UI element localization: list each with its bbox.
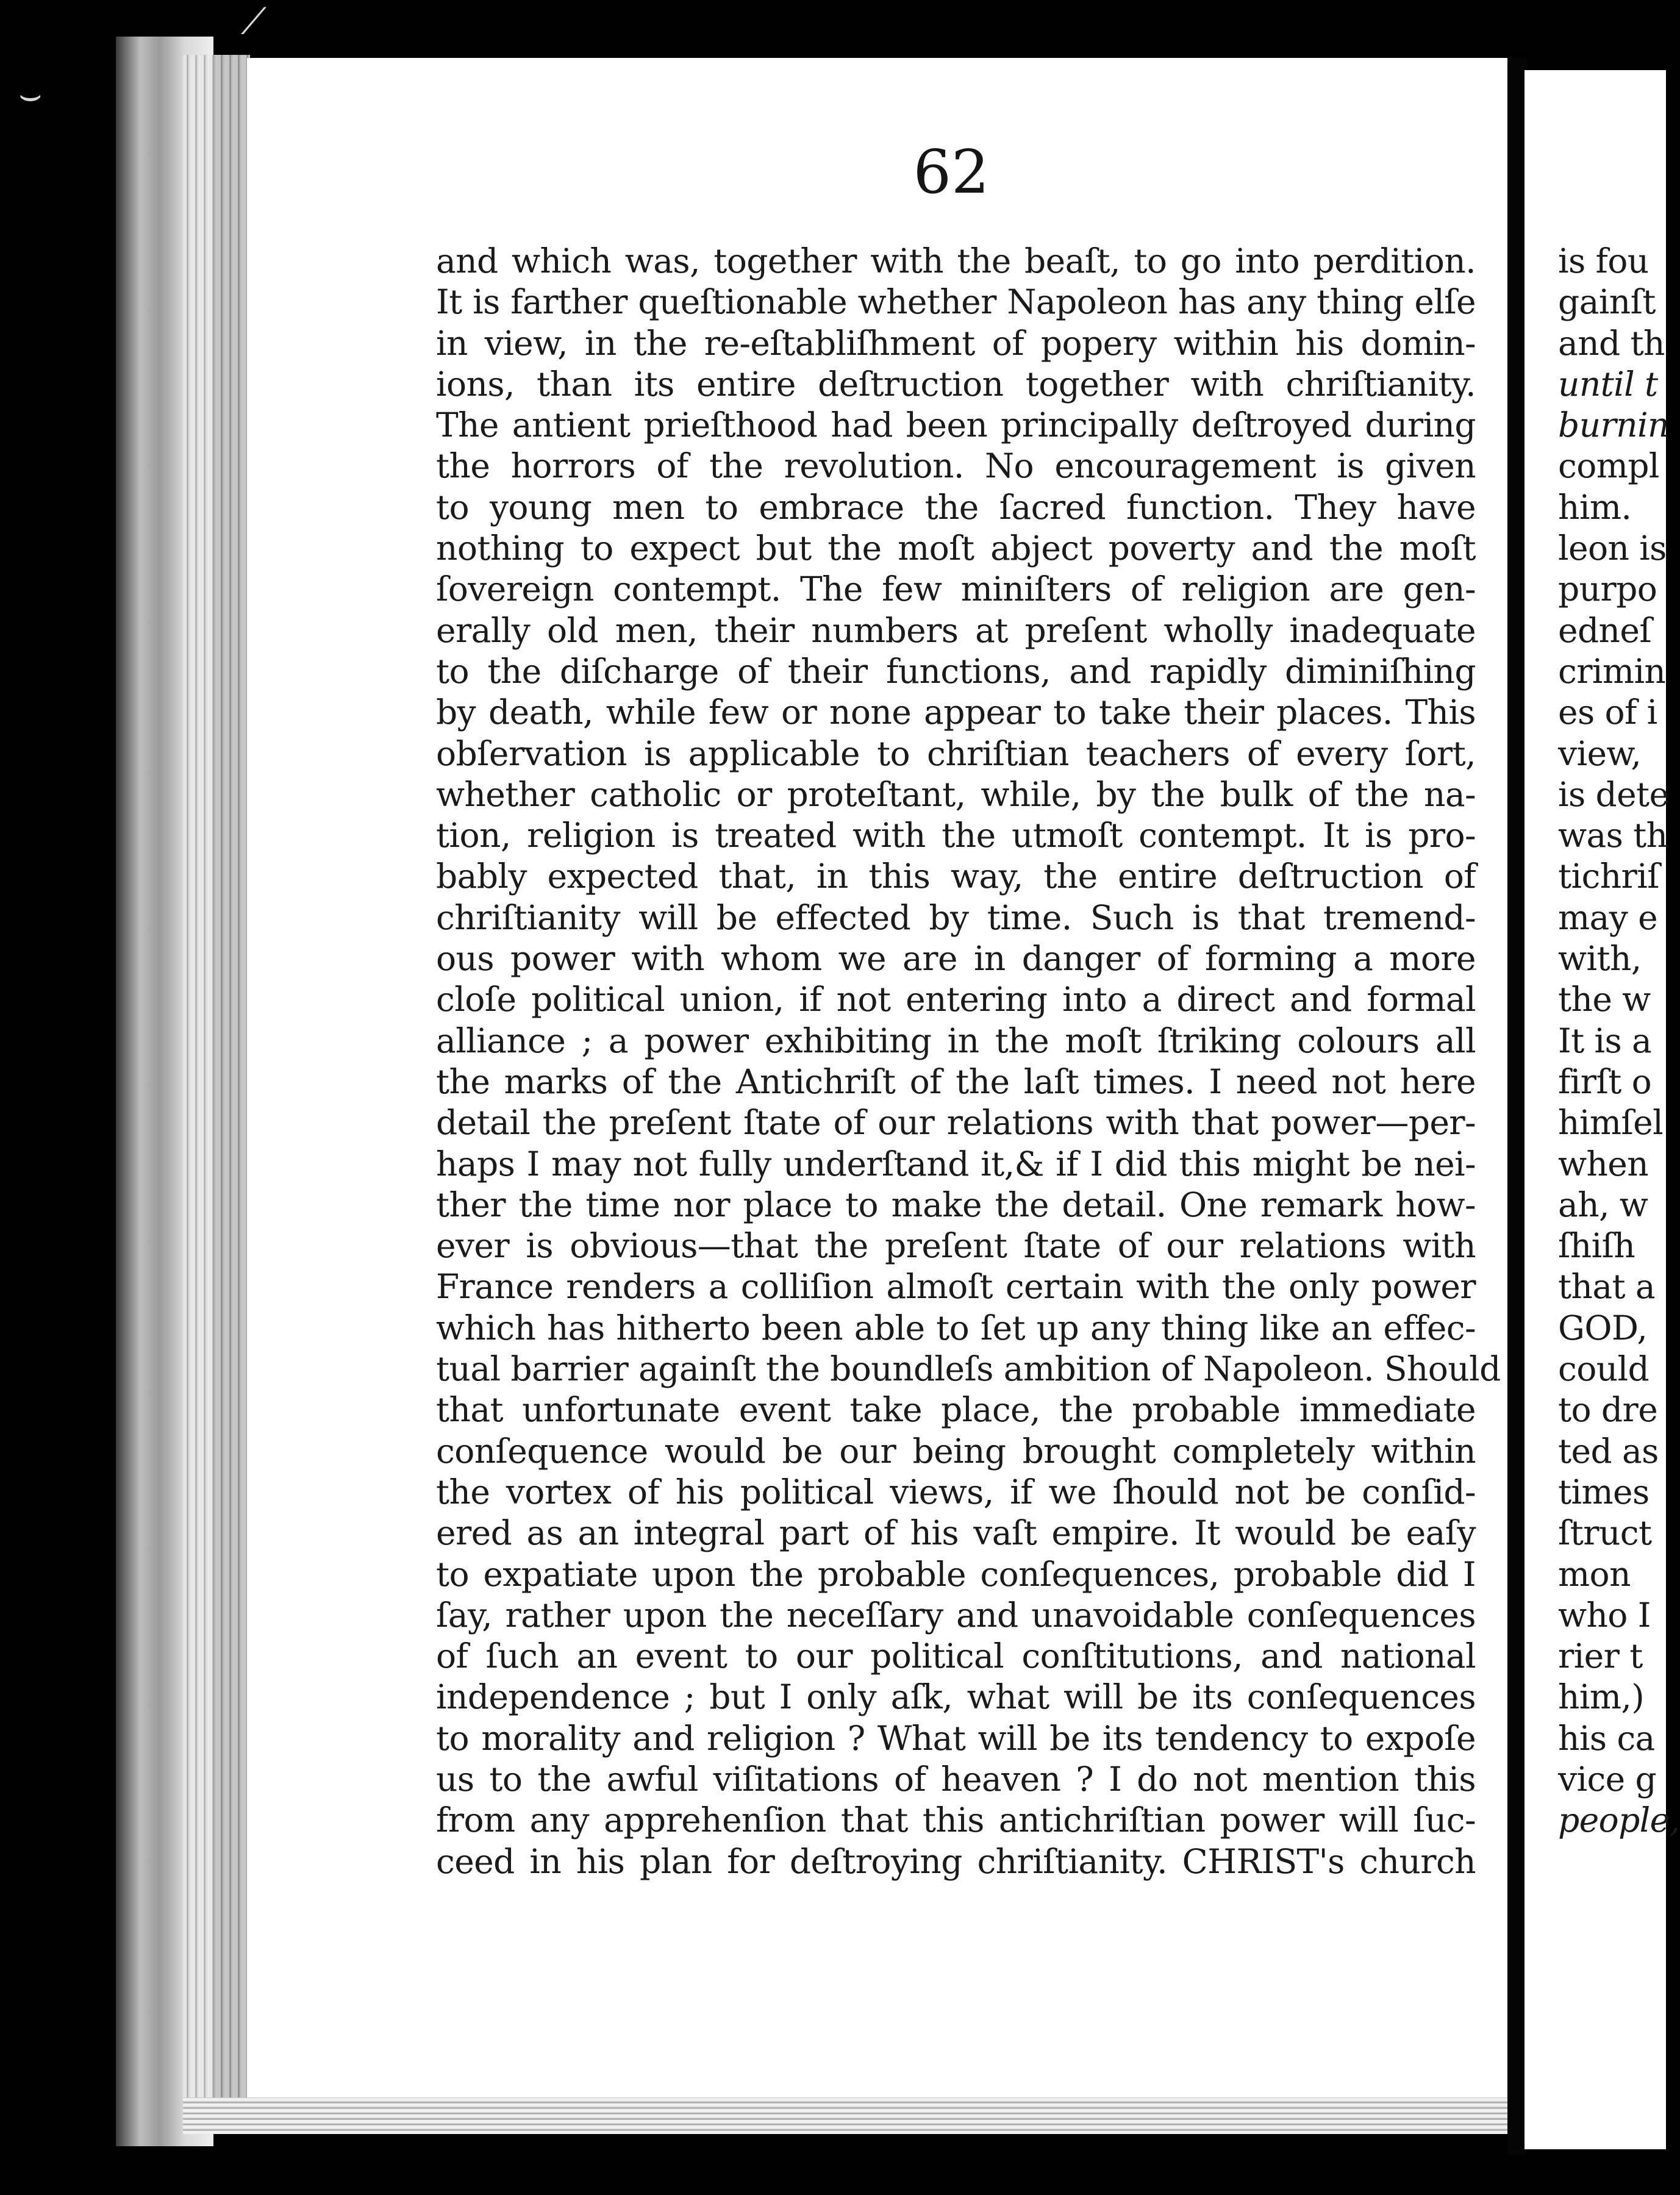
right-text-line: tichriſ xyxy=(1558,857,1659,896)
corner-mark-icon: ⌣ xyxy=(18,73,43,116)
right-text-line: that a xyxy=(1558,1267,1656,1307)
right-text-line: is dete xyxy=(1558,774,1669,814)
right-text-line: mon xyxy=(1558,1554,1631,1594)
right-text-line: GOD, xyxy=(1558,1308,1648,1347)
text-line: ered as an integral part of his vaſt empire. It would be eaſy xyxy=(436,1513,1476,1553)
page-number: 62 xyxy=(913,138,990,207)
text-line: from any apprehenſion that this antichriſtian power will ſuc- xyxy=(436,1801,1476,1840)
right-text-line: to dre xyxy=(1558,1390,1658,1430)
text-line: by death, while few or none appear to take their places. This xyxy=(436,693,1476,732)
right-text-line: rier t xyxy=(1558,1636,1643,1676)
text-line: to expatiate upon the probable conſequences, probable did I xyxy=(436,1554,1476,1594)
text-line: the horrors of the revolution. No encouragement is given xyxy=(436,446,1476,486)
text-line: ther the time nor place to make the detail. One remark how- xyxy=(436,1185,1476,1224)
text-line: alliance ; a power exhibiting in the moſt ſtriking colours all xyxy=(436,1021,1476,1060)
right-text-line: ted as xyxy=(1558,1431,1659,1471)
text-line: to young men to embrace the ſacred function. They have xyxy=(436,487,1476,527)
text-line: ſay, rather upon the neceſſary and unavoidable conſequences xyxy=(436,1595,1476,1635)
right-text-line: is fou xyxy=(1558,241,1649,280)
text-line: in view, in the re-eſtabliſhment of popery within his domin- xyxy=(436,323,1476,363)
text-line: tion, religion is treated with the utmoſt contempt. It is pro- xyxy=(436,816,1476,855)
right-text-line: vice g xyxy=(1558,1759,1657,1799)
text-line: to morality and religion ? What will be its tendency to expoſe xyxy=(436,1718,1476,1758)
right-text-line: him,) xyxy=(1558,1677,1645,1717)
text-line: us to the awful viſitations of heaven ? I do not mention this xyxy=(436,1759,1476,1799)
right-text-line: and th xyxy=(1558,323,1665,363)
right-text-line: purpo xyxy=(1558,569,1657,609)
right-text-line: leon is xyxy=(1558,529,1667,568)
text-line: nothing to expect but the moſt abject poverty and the moſt xyxy=(436,529,1476,568)
text-line: ſovereign contempt. The few miniſters of religion are gen- xyxy=(436,569,1476,609)
right-text-line: firſt o xyxy=(1558,1062,1652,1101)
text-line: bably expected that, in this way, the entire deſtruction of xyxy=(436,857,1476,896)
page-body-text xyxy=(436,241,1501,1882)
text-line: whether catholic or proteſtant, while, by the bulk of the na- xyxy=(436,774,1476,814)
right-text-line: es of i xyxy=(1558,693,1657,732)
text-line: The antient prieſthood had been principally deſtroyed during xyxy=(436,405,1476,445)
right-text-line: was th xyxy=(1558,816,1668,855)
text-line: detail the preſent ſtate of our relations with that power—per- xyxy=(436,1103,1476,1143)
right-text-line: may e xyxy=(1558,898,1658,937)
text-line: of ſuch an event to our political conſtitutions, and national xyxy=(436,1636,1476,1676)
page-edges-left xyxy=(183,55,250,2104)
text-line: that unfortunate event take place, the probable immediate xyxy=(436,1390,1476,1430)
right-page-text xyxy=(1558,241,1680,1841)
text-line: conſequence would be our being brought completely within xyxy=(436,1431,1476,1471)
right-text-line: him. xyxy=(1558,487,1632,527)
text-line: to the diſcharge of their functions, and rapidly diminiſhing xyxy=(436,651,1476,691)
text-line: It is farther queſtionable whether Napoleon has any thing elſe xyxy=(436,282,1476,322)
corner-mark-icon: ⟋ xyxy=(241,0,266,43)
right-text-line: when xyxy=(1558,1144,1649,1183)
text-line: the marks of the Antichriſt of the laſt times. I need not here xyxy=(436,1062,1476,1101)
text-line: erally old men, their numbers at preſent wholly inadequate xyxy=(436,610,1476,650)
right-text-line: ſtruct xyxy=(1558,1513,1652,1553)
right-text-line: with, xyxy=(1558,939,1642,979)
text-line: ous power with whom we are in danger of forming a more xyxy=(436,939,1476,979)
right-text-line: his ca xyxy=(1558,1718,1655,1758)
text-line: independence ; but I only aſk, what will be its conſequences xyxy=(436,1677,1476,1717)
right-text-line: ſhiſh xyxy=(1558,1226,1635,1266)
right-text-line: edneſ xyxy=(1558,610,1652,650)
page-edges-bottom xyxy=(183,2097,1512,2134)
right-text-line: until t xyxy=(1558,364,1658,404)
right-text-line: himſel xyxy=(1558,1103,1664,1143)
text-line: obſervation is applicable to chriſtian teachers of every ſort, xyxy=(436,733,1476,773)
text-line: tual barrier againſt the boundleſs ambition of Napoleon. Should xyxy=(436,1349,1501,1389)
text-line: chriſtianity will be effected by time. Such is that tremend- xyxy=(436,898,1476,937)
right-text-line: crimin xyxy=(1558,651,1666,691)
right-text-line: the w xyxy=(1558,980,1651,1019)
right-text-line: who I xyxy=(1558,1595,1651,1635)
text-line: cloſe political union, if not entering into a direct and formal xyxy=(436,980,1476,1019)
right-text-line: It is a xyxy=(1558,1021,1652,1060)
text-line: ceed in his plan for deſtroying chriſtianity. CHRIST's church xyxy=(436,1841,1476,1881)
text-line: and which was, together with the beaſt, to go into perdition. xyxy=(436,241,1476,280)
right-text-line: view, xyxy=(1558,733,1642,773)
text-line: the vortex of his political views, if we ſhould not be conſid- xyxy=(436,1472,1476,1512)
text-line: ever is obvious—that the preſent ſtate of our relations with xyxy=(436,1226,1476,1266)
text-line: which has hitherto been able to ſet up any thing like an effec- xyxy=(436,1308,1476,1347)
right-text-line: people, xyxy=(1558,1801,1680,1840)
text-line: haps I may not fully underſtand it,& if I did this might be nei- xyxy=(436,1144,1476,1183)
text-line: France renders a colliſion almoſt certain with the only power xyxy=(436,1267,1476,1307)
right-text-line: ah, w xyxy=(1558,1185,1648,1224)
right-text-line: compl xyxy=(1558,446,1659,486)
right-text-line: gainſt xyxy=(1558,282,1656,322)
right-text-line: burnin xyxy=(1558,405,1669,445)
right-text-line: times xyxy=(1558,1472,1650,1512)
text-line: ions, than its entire deſtruction together with chriſtianity. xyxy=(436,364,1476,404)
right-text-line: could xyxy=(1558,1349,1650,1389)
